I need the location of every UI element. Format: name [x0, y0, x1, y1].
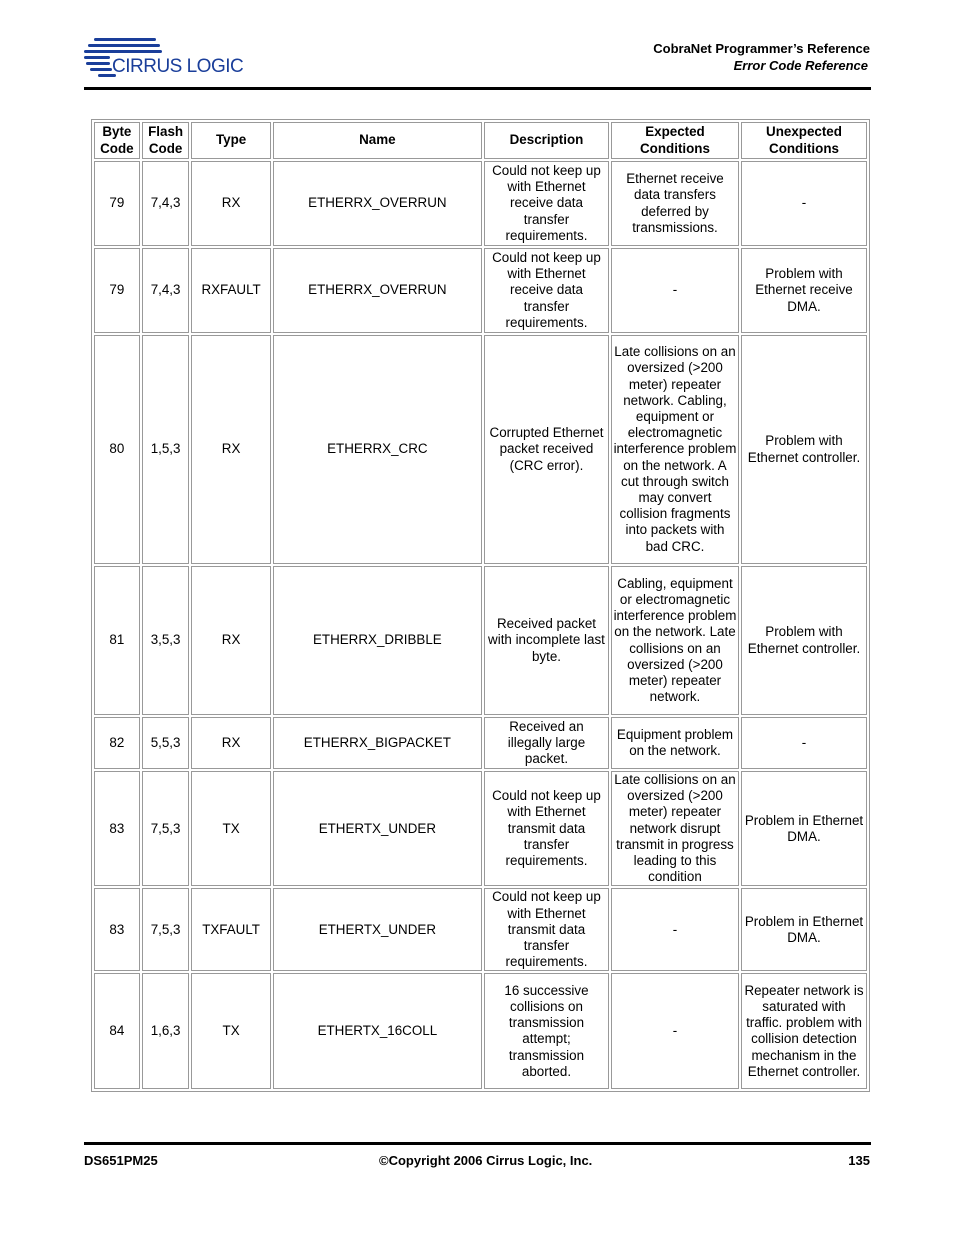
header-flash-code: Flash Code [142, 122, 190, 159]
byte-code-cell: 84 [94, 973, 140, 1089]
description-cell: Could not keep up with Ethernet receive data transfer requirements. [484, 161, 609, 246]
type-cell: TX [191, 771, 270, 886]
name-cell: ETHERRX_DRIBBLE [273, 566, 482, 715]
type-cell: RX [191, 717, 270, 769]
footer-rule [84, 1142, 871, 1145]
unexpected-cell: Problem with Ethernet controller. [741, 335, 867, 564]
byte-code-cell: 82 [94, 717, 140, 769]
description-cell: Could not keep up with Ethernet receive data transfer requirements. [484, 248, 609, 333]
description-cell: Could not keep up with Ethernet transmit data transfer requirements. [484, 888, 609, 971]
type-cell: RX [191, 566, 270, 715]
section-title: Error Code Reference [733, 58, 868, 73]
description-cell: Could not keep up with Ethernet transmit data transfer requirements. [484, 771, 609, 886]
expected-cell: - [611, 888, 739, 971]
unexpected-cell: Problem with Ethernet receive DMA. [741, 248, 867, 333]
table-row [94, 248, 867, 333]
error-code-table [91, 119, 870, 1092]
description-cell: Received packet with incomplete last byte. [484, 566, 609, 715]
header-rule [84, 87, 871, 90]
type-cell: TX [191, 973, 270, 1089]
unexpected-cell: - [741, 717, 867, 769]
document-id: DS651PM25 [84, 1153, 158, 1168]
header-name: Name [273, 122, 482, 159]
table-row [94, 717, 867, 769]
table-row [94, 973, 867, 1089]
byte-code-cell: 83 [94, 771, 140, 886]
name-cell: ETHERRX_BIGPACKET [273, 717, 482, 769]
description-cell: Corrupted Ethernet packet received (CRC error). [484, 335, 609, 564]
expected-cell: Equipment problem on the network. [611, 717, 739, 769]
byte-code-cell: 80 [94, 335, 140, 564]
expected-cell: Late collisions on an oversized (>200 meter) repeater network. Cabling, equipment or electromagnetic interference problem on the network. A cut through switch may convert collision fragments into packets with bad CRC. [611, 335, 739, 564]
expected-cell: - [611, 248, 739, 333]
flash-code-cell: 1,6,3 [142, 973, 190, 1089]
table-row [94, 888, 867, 971]
flash-code-cell: 7,5,3 [142, 888, 190, 971]
byte-code-cell: 83 [94, 888, 140, 971]
flash-code-cell: 7,4,3 [142, 161, 190, 246]
unexpected-cell: Repeater network is saturated with traffic. problem with collision detection mechanism in the Ethernet controller. [741, 973, 867, 1089]
header-byte-code: Byte Code [94, 122, 140, 159]
document-title: CobraNet Programmer’s Reference [653, 41, 870, 56]
table-header-row [94, 122, 867, 159]
table-row [94, 771, 867, 886]
unexpected-cell: Problem with Ethernet controller. [741, 566, 867, 715]
name-cell: ETHERRX_OVERRUN [273, 161, 482, 246]
name-cell: ETHERTX_UNDER [273, 888, 482, 971]
byte-code-cell: 79 [94, 248, 140, 333]
unexpected-cell: Problem in Ethernet DMA. [741, 888, 867, 971]
name-cell: ETHERTX_UNDER [273, 771, 482, 886]
expected-cell: Cabling, equipment or electromagnetic interference problem on the network. Late collisions on an oversized (>200 meter) repeater network. [611, 566, 739, 715]
description-cell: 16 successive collisions on transmission attempt; transmission aborted. [484, 973, 609, 1089]
table-row [94, 161, 867, 246]
name-cell: ETHERTX_16COLL [273, 973, 482, 1089]
description-cell: Received an illegally large packet. [484, 717, 609, 769]
header-description: Description [484, 122, 609, 159]
flash-code-cell: 1,5,3 [142, 335, 190, 564]
header-type: Type [191, 122, 270, 159]
flash-code-cell: 3,5,3 [142, 566, 190, 715]
name-cell: ETHERRX_OVERRUN [273, 248, 482, 333]
unexpected-cell: - [741, 161, 867, 246]
header-unexpected-conditions: Unexpected Conditions [741, 122, 867, 159]
table-row [94, 566, 867, 715]
unexpected-cell: Problem in Ethernet DMA. [741, 771, 867, 886]
logo-wordmark: CIRRUS LOGIC [112, 56, 244, 77]
name-cell: ETHERRX_CRC [273, 335, 482, 564]
byte-code-cell: 79 [94, 161, 140, 246]
type-cell: TXFAULT [191, 888, 270, 971]
type-cell: RXFAULT [191, 248, 270, 333]
table-row [94, 335, 867, 564]
page-number: 135 [848, 1153, 870, 1168]
type-cell: RX [191, 161, 270, 246]
flash-code-cell: 7,5,3 [142, 771, 190, 886]
copyright-notice: ©Copyright 2006 Cirrus Logic, Inc. [379, 1153, 593, 1168]
expected-cell: Late collisions on an oversized (>200 meter) repeater network disrupt transmit in progress leading to this condition [611, 771, 739, 886]
flash-code-cell: 5,5,3 [142, 717, 190, 769]
type-cell: RX [191, 335, 270, 564]
flash-code-cell: 7,4,3 [142, 248, 190, 333]
error-code-table-wrapper [91, 119, 869, 1092]
expected-cell: Ethernet receive data transfers deferred by transmissions. [611, 161, 739, 246]
header-expected-conditions: Expected Conditions [611, 122, 739, 159]
byte-code-cell: 81 [94, 566, 140, 715]
expected-cell: - [611, 973, 739, 1089]
